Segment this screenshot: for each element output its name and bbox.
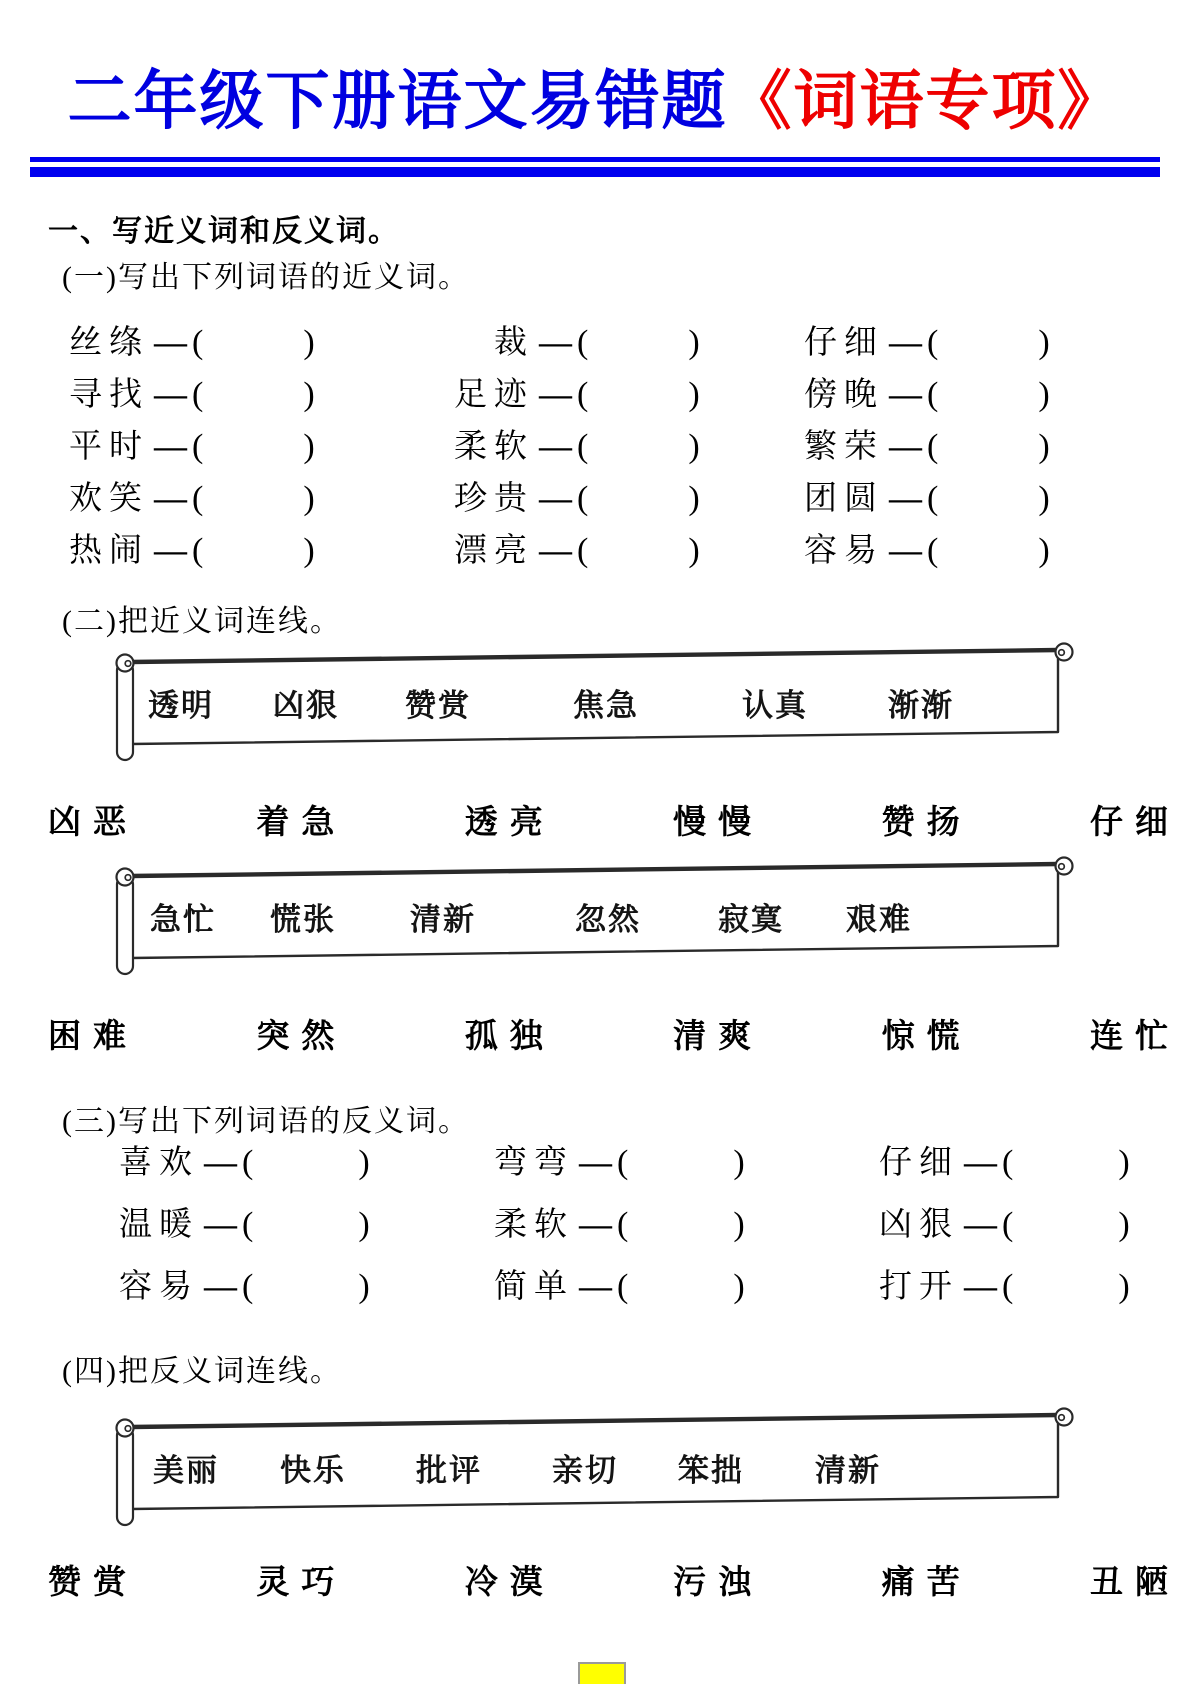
close-paren: ) xyxy=(303,532,315,569)
dash: — xyxy=(539,481,572,517)
open-paren: ( xyxy=(192,376,204,413)
connect-word[interactable]: 焦急 xyxy=(573,688,639,723)
open-paren: ( xyxy=(242,1206,254,1243)
close-paren: ) xyxy=(1118,1268,1130,1305)
connect-word[interactable]: 赞扬 xyxy=(881,803,972,840)
answer-blank[interactable] xyxy=(588,352,688,353)
word: 平时 xyxy=(69,429,149,465)
connect-word[interactable]: 赞赏 xyxy=(48,1563,138,1600)
open-paren: ( xyxy=(577,324,589,361)
dash: — xyxy=(154,429,187,465)
page-title xyxy=(0,50,1191,142)
connect-word[interactable]: 透明 xyxy=(148,688,214,723)
answer-blank[interactable] xyxy=(588,456,688,457)
answer-blank[interactable] xyxy=(203,456,303,457)
dash: — xyxy=(889,533,922,569)
open-paren: ( xyxy=(577,376,589,413)
connect-word[interactable]: 艰难 xyxy=(846,902,912,937)
dash: — xyxy=(539,429,572,465)
word: 傍晚 xyxy=(804,377,884,413)
word: 热闹 xyxy=(69,533,149,569)
connect-word[interactable]: 冷漠 xyxy=(464,1563,555,1600)
open-paren: ( xyxy=(242,1144,254,1181)
close-paren: ) xyxy=(733,1206,745,1243)
word-cell xyxy=(105,1266,480,1308)
word: 珍贵 xyxy=(454,481,534,517)
close-paren: ) xyxy=(303,480,315,517)
close-paren: ) xyxy=(303,376,315,413)
dash: — xyxy=(539,533,572,569)
word-cell xyxy=(790,374,1050,416)
open-paren: ( xyxy=(577,532,589,569)
open-paren: ( xyxy=(927,376,939,413)
connect-word[interactable]: 寂寞 xyxy=(718,902,784,937)
dash: — xyxy=(964,1269,997,1305)
word-cell xyxy=(480,1142,865,1184)
answer-word-row xyxy=(48,1010,1180,1057)
close-paren: ) xyxy=(1038,532,1050,569)
dash: — xyxy=(539,377,572,413)
answer-blank[interactable] xyxy=(253,1234,358,1235)
page-title-main: 二年级下册语文易错题 xyxy=(67,66,728,137)
answer-blank[interactable] xyxy=(628,1296,733,1297)
open-paren: ( xyxy=(927,532,939,569)
word-cell xyxy=(105,1204,480,1246)
connect-word[interactable]: 赞赏 xyxy=(405,688,471,723)
answer-blank[interactable] xyxy=(938,352,1038,353)
word-cell xyxy=(55,478,440,520)
answer-blank[interactable] xyxy=(628,1234,733,1235)
answer-blank[interactable] xyxy=(253,1296,358,1297)
dash: — xyxy=(889,377,922,413)
connect-word[interactable]: 仔细 xyxy=(1089,803,1180,840)
open-paren: ( xyxy=(617,1206,629,1243)
connect-word[interactable]: 快乐 xyxy=(280,1453,346,1488)
dash: — xyxy=(204,1269,237,1305)
answer-blank[interactable] xyxy=(588,560,688,561)
word-row xyxy=(55,374,1050,416)
connect-word[interactable]: 美丽 xyxy=(153,1453,219,1488)
word: 容易 xyxy=(119,1269,199,1305)
dash: — xyxy=(889,429,922,465)
word: 团圆 xyxy=(804,481,884,517)
answer-blank[interactable] xyxy=(938,560,1038,561)
close-paren: ) xyxy=(358,1144,370,1181)
word-cell xyxy=(865,1266,1130,1308)
word: 寻找 xyxy=(69,377,149,413)
word-row xyxy=(105,1204,1130,1246)
word-cell xyxy=(105,1142,480,1184)
word-cell xyxy=(790,478,1050,520)
open-paren: ( xyxy=(1002,1206,1014,1243)
open-paren: ( xyxy=(927,428,939,465)
connect-word[interactable]: 痛苦 xyxy=(881,1563,972,1600)
open-paren: ( xyxy=(192,480,204,517)
connect-word[interactable]: 批评 xyxy=(416,1453,482,1488)
dash: — xyxy=(154,377,187,413)
word-cell xyxy=(440,478,790,520)
dash: — xyxy=(204,1145,237,1181)
open-paren: ( xyxy=(577,480,589,517)
connect-word[interactable]: 困难 xyxy=(48,1017,138,1054)
dash: — xyxy=(579,1145,612,1181)
close-paren: ) xyxy=(733,1144,745,1181)
word: 简单 xyxy=(494,1269,574,1305)
word: 喜欢 xyxy=(119,1145,199,1181)
word-row xyxy=(55,322,1050,364)
word-cell xyxy=(55,530,440,572)
word-cell xyxy=(790,426,1050,468)
connect-word[interactable]: 透亮 xyxy=(464,803,555,840)
connect-word[interactable]: 忽然 xyxy=(575,902,641,937)
part4-label: (四)把反义词连线。 xyxy=(62,1355,342,1388)
word: 容易 xyxy=(804,533,884,569)
section-heading: 一、写近义词和反义词。 xyxy=(48,215,400,248)
connect-word[interactable]: 孤独 xyxy=(464,1017,555,1054)
open-paren: ( xyxy=(1002,1268,1014,1305)
part1-label: (一)写出下列词语的近义词。 xyxy=(62,261,470,294)
close-paren: ) xyxy=(688,532,700,569)
open-paren: ( xyxy=(1002,1144,1014,1181)
word-cell xyxy=(865,1204,1130,1246)
close-paren: ) xyxy=(1038,376,1050,413)
open-paren: ( xyxy=(192,532,204,569)
word-row xyxy=(105,1142,1130,1184)
connect-word[interactable]: 连忙 xyxy=(1089,1017,1180,1054)
open-paren: ( xyxy=(192,428,204,465)
scroll-banner-1 xyxy=(105,642,1100,770)
connect-word[interactable]: 清新 xyxy=(815,1453,881,1488)
word: 漂亮 xyxy=(454,533,534,569)
open-paren: ( xyxy=(927,480,939,517)
answer-blank[interactable] xyxy=(203,404,303,405)
close-paren: ) xyxy=(688,376,700,413)
dash: — xyxy=(204,1207,237,1243)
connect-word[interactable]: 慌张 xyxy=(270,902,336,937)
part3-label: (三)写出下列词语的反义词。 xyxy=(62,1105,470,1138)
connect-word[interactable]: 慢慢 xyxy=(673,803,764,840)
answer-blank[interactable] xyxy=(588,404,688,405)
dash: — xyxy=(889,481,922,517)
close-paren: ) xyxy=(733,1268,745,1305)
word: 仔细 xyxy=(804,325,884,361)
answer-blank[interactable] xyxy=(203,352,303,353)
scroll-banner-3 xyxy=(105,1407,1100,1535)
open-paren: ( xyxy=(192,324,204,361)
connect-word[interactable]: 污浊 xyxy=(673,1563,764,1600)
word-cell xyxy=(865,1142,1130,1184)
dash: — xyxy=(154,533,187,569)
word-cell xyxy=(790,322,1050,364)
word-cell xyxy=(440,426,790,468)
word-row xyxy=(55,530,1050,572)
open-paren: ( xyxy=(577,428,589,465)
connect-word[interactable]: 凶恶 xyxy=(48,803,138,840)
answer-blank[interactable] xyxy=(588,508,688,509)
word: 弯弯 xyxy=(494,1145,574,1181)
word-cell xyxy=(480,1266,865,1308)
close-paren: ) xyxy=(688,480,700,517)
page-title-highlight: 《词语专项》 xyxy=(727,66,1124,137)
word: 裁 xyxy=(494,325,534,361)
word-row xyxy=(105,1266,1130,1308)
close-paren: ) xyxy=(1038,324,1050,361)
word-cell xyxy=(440,374,790,416)
dash: — xyxy=(964,1145,997,1181)
connect-word[interactable]: 急忙 xyxy=(150,902,216,937)
connect-word[interactable]: 凶狠 xyxy=(273,688,339,723)
close-paren: ) xyxy=(303,324,315,361)
close-paren: ) xyxy=(1118,1144,1130,1181)
close-paren: ) xyxy=(688,428,700,465)
dash: — xyxy=(579,1269,612,1305)
answer-blank[interactable] xyxy=(1013,1234,1118,1235)
answer-blank[interactable] xyxy=(1013,1296,1118,1297)
connect-word[interactable]: 灵巧 xyxy=(256,1563,347,1600)
connect-word[interactable]: 亲切 xyxy=(552,1453,618,1488)
answer-blank[interactable] xyxy=(628,1172,733,1173)
dash: — xyxy=(964,1207,997,1243)
dash: — xyxy=(154,481,187,517)
answer-word-row xyxy=(48,796,1180,843)
connect-word[interactable]: 着急 xyxy=(256,803,347,840)
close-paren: ) xyxy=(358,1206,370,1243)
word-row xyxy=(55,478,1050,520)
connect-word[interactable]: 丑陋 xyxy=(1089,1563,1180,1600)
answer-blank[interactable] xyxy=(1013,1172,1118,1173)
connect-word[interactable]: 清新 xyxy=(410,902,476,937)
close-paren: ) xyxy=(1038,428,1050,465)
dash: — xyxy=(579,1207,612,1243)
answer-blank[interactable] xyxy=(253,1172,358,1173)
dash: — xyxy=(154,325,187,361)
word-cell xyxy=(790,530,1050,572)
header-divider-thick xyxy=(30,167,1160,177)
close-paren: ) xyxy=(358,1268,370,1305)
part2-label: (二)把近义词连线。 xyxy=(62,605,342,638)
close-paren: ) xyxy=(688,324,700,361)
answer-blank[interactable] xyxy=(938,404,1038,405)
word-cell xyxy=(480,1204,865,1246)
open-paren: ( xyxy=(242,1268,254,1305)
word-cell xyxy=(55,426,440,468)
close-paren: ) xyxy=(303,428,315,465)
connect-word[interactable]: 惊慌 xyxy=(881,1017,972,1054)
word: 温暖 xyxy=(119,1207,199,1243)
word-cell xyxy=(440,322,790,364)
word: 仔细 xyxy=(879,1145,959,1181)
answer-blank[interactable] xyxy=(203,560,303,561)
word: 打开 xyxy=(879,1269,959,1305)
dash: — xyxy=(539,325,572,361)
word-row xyxy=(55,426,1050,468)
answer-blank[interactable] xyxy=(203,508,303,509)
yellow-page-marker xyxy=(578,1662,626,1684)
connect-word[interactable]: 渐渐 xyxy=(888,688,954,723)
word-cell xyxy=(55,322,440,364)
word: 欢笑 xyxy=(69,481,149,517)
word: 柔软 xyxy=(494,1207,574,1243)
word: 柔软 xyxy=(454,429,534,465)
scroll-banner-2 xyxy=(105,856,1100,984)
close-paren: ) xyxy=(1038,480,1050,517)
open-paren: ( xyxy=(617,1144,629,1181)
answer-word-row xyxy=(48,1556,1180,1603)
answer-blank[interactable] xyxy=(938,508,1038,509)
word: 凶狠 xyxy=(879,1207,959,1243)
connect-word[interactable]: 清爽 xyxy=(673,1017,764,1054)
answer-blank[interactable] xyxy=(938,456,1038,457)
word: 足迹 xyxy=(454,377,534,413)
open-paren: ( xyxy=(927,324,939,361)
word: 丝绦 xyxy=(69,325,149,361)
open-paren: ( xyxy=(617,1268,629,1305)
header-divider-thin xyxy=(30,157,1160,162)
word-cell xyxy=(55,374,440,416)
word: 繁荣 xyxy=(804,429,884,465)
connect-word[interactable]: 突然 xyxy=(256,1017,347,1054)
close-paren: ) xyxy=(1118,1206,1130,1243)
dash: — xyxy=(889,325,922,361)
word-cell xyxy=(440,530,790,572)
connect-word[interactable]: 笨拙 xyxy=(678,1453,744,1488)
connect-word[interactable]: 认真 xyxy=(742,688,808,723)
